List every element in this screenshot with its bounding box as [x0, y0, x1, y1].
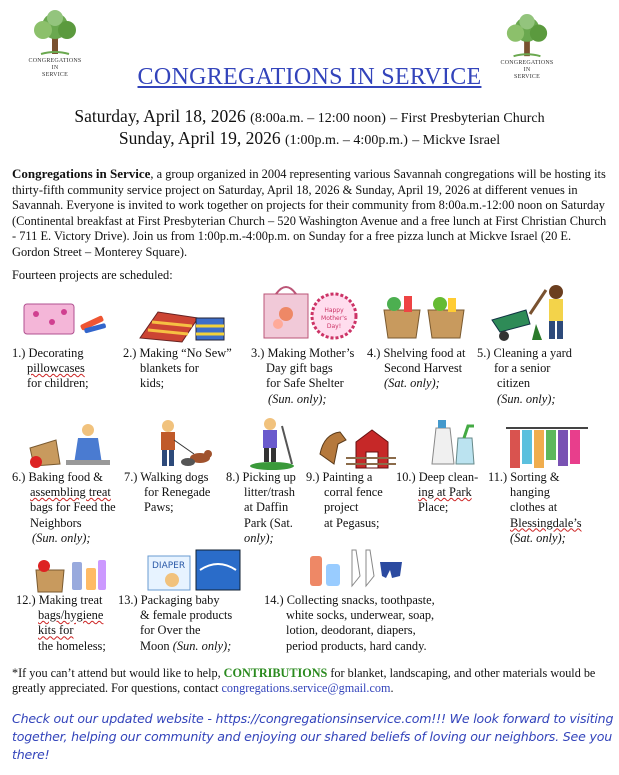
- website-message[interactable]: Check out our updated website - https://congregationsinservice.com!!! We look forward to visiting together, helping our community and enjoying our shared beliefs of loving our neighbors. See you there!: [12, 711, 614, 762]
- horse-barn-icon: [316, 424, 396, 470]
- project-number: 10.): [396, 470, 416, 484]
- contact-email-link[interactable]: congregations.service@gmail.com: [221, 681, 391, 695]
- project-line: for Over the: [140, 623, 201, 638]
- grocery-bags-icon: [380, 292, 470, 340]
- svg-text:Day!: Day!: [326, 323, 342, 330]
- project-line: blankets for: [140, 361, 199, 376]
- project-line: ing at Park: [418, 485, 472, 500]
- project-line: period products, hard candy.: [286, 638, 427, 653]
- project-line: & female products: [140, 608, 233, 623]
- dog-walking-icon: [146, 418, 216, 468]
- project-9: [306, 470, 383, 531]
- intro-body: , a group organized in 2004 representing various Savannah congregations will be hosting its thirty-fifth community service project on Saturday, April 18, 2026 & Sunday, April 19, 2026 at different venues in Savannah. Everyone is invited to work together on projects for their community from 8:00a.m.-12:00 noon on Saturday (Continental breakfast at First Presbyterian Church – 520 Washington Avenue and a free lunch at First Christian Church - 711 E. Victory Drive). Join us from 1:00p.m.-4:00p.m. on Sunday for a free pizza lunch at Mickve Israel (20 E. Gordon Street – Monterey Square).: [12, 167, 607, 259]
- project-line: litter/trash: [244, 485, 295, 500]
- project-line: Painting a: [322, 470, 373, 484]
- project-8: [226, 470, 296, 546]
- project-note: (Sun. only);: [172, 638, 232, 653]
- project-line: corral fence: [324, 485, 383, 500]
- project-line: kids;: [140, 376, 165, 391]
- project-4: [367, 346, 465, 392]
- project-line: Collecting snacks, toothpaste,: [286, 593, 435, 607]
- project-line: Deep clean-: [418, 470, 479, 484]
- project-line: Making “No Sew”: [139, 346, 232, 360]
- tree-logo-icon: [501, 14, 553, 60]
- project-line: the homeless;: [38, 638, 106, 653]
- project-line: Moon: [140, 638, 170, 653]
- project-line: clothes at: [510, 500, 558, 515]
- cleaning-supplies-icon: [428, 418, 480, 468]
- project-line: bags/hygiene: [38, 608, 104, 623]
- pillowcase-icon: [22, 300, 110, 340]
- logo-text-2: IN: [51, 65, 59, 71]
- contributions-highlight: CONTRIBUTIONS: [223, 666, 328, 680]
- project-line: kits for: [38, 623, 74, 638]
- note-suffix: for blanket, landscaping, and other materials would be greatly appreciated. For questions, contact: [12, 666, 596, 695]
- project-line: Blessingdale’s: [510, 515, 582, 530]
- project-line: Neighbors: [30, 515, 82, 530]
- litter-pickup-icon: [248, 416, 304, 470]
- date-day: Saturday, April 18, 2026: [74, 106, 246, 126]
- svg-text:Mother's: Mother's: [321, 315, 347, 322]
- baking-icon: [26, 420, 112, 468]
- project-10: [396, 470, 478, 516]
- project-14: [264, 593, 435, 654]
- project-number: 6.): [12, 470, 26, 484]
- date-venue: – Mickve Israel: [412, 133, 501, 148]
- hanging-clothes-icon: [504, 424, 590, 470]
- project-number: 8.): [226, 470, 240, 484]
- date-line-saturday: [0, 106, 619, 127]
- project-line: bags for Feed the: [30, 500, 116, 515]
- note-prefix: *If you can’t attend but would like to help,: [12, 666, 224, 680]
- logo-text-1: CONGREGATIONS: [28, 58, 82, 64]
- project-line: Place;: [418, 500, 449, 515]
- logo-text-1: CONGREGATIONS: [500, 60, 554, 66]
- page-title: CONGREGATIONS IN SERVICE: [137, 64, 482, 90]
- blanket-icon: [138, 304, 230, 344]
- project-3: [251, 346, 354, 407]
- project-line: white socks, underwear, soap,: [286, 608, 435, 623]
- date-time: (8:00a.m. – 12:00 noon): [250, 111, 386, 126]
- project-6: [12, 470, 116, 546]
- project-line: for children;: [27, 376, 89, 391]
- project-1: [12, 346, 89, 392]
- logo-text-3: SERVICE: [514, 74, 540, 80]
- donation-items-icon: [306, 546, 406, 592]
- project-number: 14.): [264, 593, 284, 607]
- project-number: 12.): [16, 593, 36, 607]
- date-time: (1:00p.m. – 4:00p.m.): [284, 133, 408, 148]
- project-number: 3.): [251, 346, 265, 360]
- project-number: 7.): [124, 470, 138, 484]
- project-13: [118, 593, 232, 654]
- project-line: assembling treat: [30, 485, 111, 500]
- date-venue: – First Presbyterian Church: [390, 111, 545, 126]
- project-number: 5.): [477, 346, 491, 360]
- logo-text-2: IN: [523, 67, 531, 73]
- project-note: (Sat. only);: [510, 530, 566, 545]
- project-number: 9.): [306, 470, 320, 484]
- project-number: 4.): [367, 346, 381, 360]
- project-line: pillowcases: [27, 361, 85, 376]
- scheduled-heading: Fourteen projects are scheduled:: [12, 268, 173, 282]
- intro-lead: Congregations in Service: [12, 166, 151, 181]
- project-11: [488, 470, 582, 546]
- project-line: for Renegade: [144, 485, 211, 500]
- project-note: (Sun. only);: [497, 391, 556, 406]
- project-number: 11.): [488, 470, 508, 484]
- project-line: for a senior: [494, 361, 551, 376]
- project-number: 13.): [118, 593, 138, 607]
- project-line: at Pegasus;: [324, 515, 380, 530]
- logo-text-3: SERVICE: [42, 72, 68, 78]
- project-line: Baking food &: [28, 470, 103, 484]
- project-line: Paws;: [144, 500, 174, 515]
- project-line: Second Harvest: [384, 361, 463, 376]
- project-line: Making Mother’s: [267, 346, 355, 360]
- project-line: Decorating: [28, 346, 84, 360]
- contribution-note: [12, 666, 612, 696]
- note-end: .: [390, 681, 394, 695]
- baby-products-icon: [146, 548, 242, 594]
- project-line: citizen: [497, 376, 531, 391]
- project-line: Sorting &: [510, 470, 560, 484]
- project-line: Walking dogs: [140, 470, 209, 484]
- project-number: 2.): [123, 346, 137, 360]
- intro-paragraph: [12, 166, 612, 261]
- project-line: at Daffin: [244, 500, 289, 515]
- project-line: Shelving food at: [383, 346, 466, 360]
- tree-logo-icon: [29, 10, 81, 58]
- project-line: lotion, deodorant, diapers,: [286, 623, 416, 638]
- yard-cleaning-icon: [486, 280, 582, 344]
- project-2: [123, 346, 232, 392]
- project-line: Park (Sat.: [244, 515, 293, 530]
- project-note: only);: [244, 530, 274, 545]
- project-5: [477, 346, 572, 407]
- project-line: Picking up: [242, 470, 296, 484]
- project-line: hanging: [510, 485, 550, 500]
- project-note: (Sun. only);: [268, 391, 327, 406]
- date-day: Sunday, April 19, 2026: [118, 128, 281, 148]
- project-line: Day gift bags: [266, 361, 333, 376]
- project-line: for Safe Shelter: [266, 376, 344, 391]
- project-line: Packaging baby: [140, 593, 220, 607]
- project-7: [124, 470, 210, 516]
- project-number: 1.): [12, 346, 26, 360]
- project-line: Making treat: [38, 593, 103, 607]
- project-note: (Sun. only);: [32, 530, 91, 545]
- project-line: project: [324, 500, 359, 515]
- diaper-label: DIAPER: [152, 561, 186, 571]
- project-note: (Sat. only);: [384, 376, 440, 391]
- project-line: Cleaning a yard: [493, 346, 572, 360]
- card-text: Happy: [324, 307, 344, 314]
- date-line-sunday: [0, 128, 619, 149]
- project-12: [16, 593, 106, 654]
- mothers-day-bag-icon: [262, 284, 358, 342]
- hygiene-kit-icon: [34, 556, 110, 594]
